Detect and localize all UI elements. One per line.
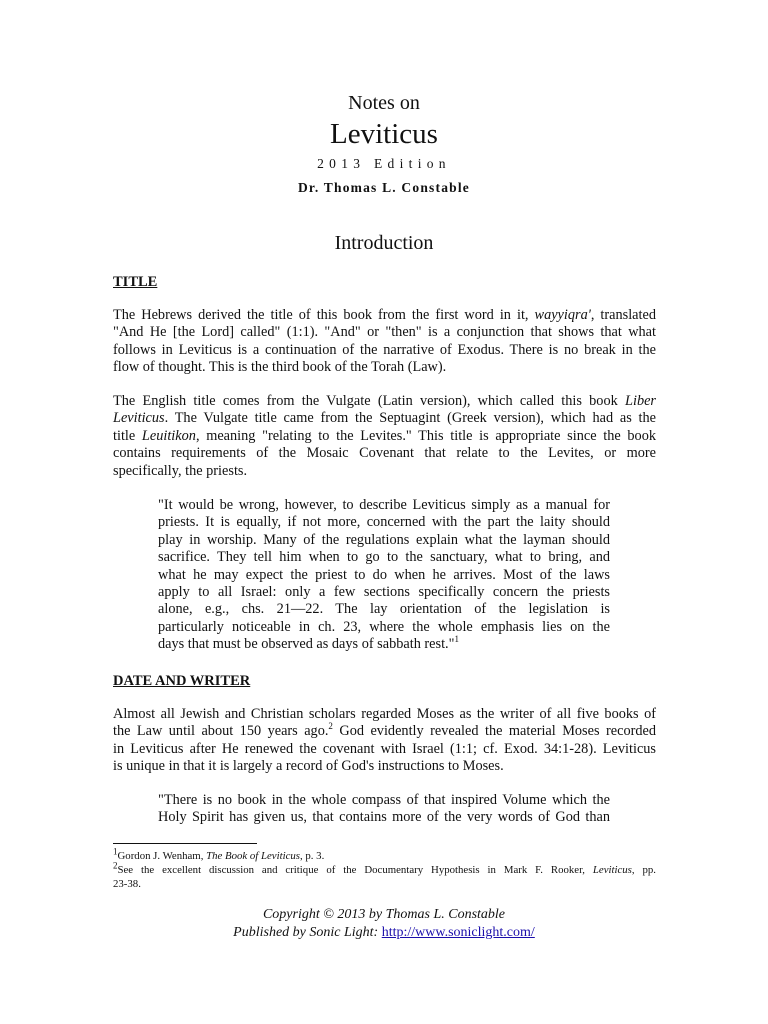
paragraph-title-1 — [113, 307, 656, 377]
text-line: priests. It is equally, if not more, concerned with the part the laity should — [158, 514, 610, 531]
text-line: contains requirements of the Mosaic Covenant that relate to the Levites, or more — [113, 445, 656, 462]
footnote-ref-1[interactable]: 1 — [454, 634, 459, 645]
text-line: is unique in that it is largely a record of God's instructions to Moses. — [113, 758, 504, 775]
text-line: play in worship. Many of the regulations explain what the layman should — [158, 531, 610, 548]
heading-date-and-writer: DATE AND WRITER — [113, 673, 251, 689]
text-line: flow of thought. This is the third book of the Torah (Law). — [113, 359, 447, 376]
block-quote-wenham — [158, 497, 610, 654]
paragraph-title-2 — [113, 393, 656, 480]
text-line: specifically, the priests. — [113, 462, 248, 479]
text-line: "There is no book in the whole compass of that inspired Volume which the — [158, 792, 610, 808]
text-line: Almost all Jewish and Christian scholars regarded Moses as the writer of all five books of — [113, 706, 656, 722]
copyright-line: Copyright © 2013 by Thomas L. Constable — [262, 907, 506, 922]
publisher-line: Published by Sonic Light: http://www.soniclight.com/ — [233, 925, 535, 940]
text-line: The English title comes from the Vulgate (Latin version), which called this book Liber — [113, 393, 656, 409]
text-line: "It would be wrong, however, to describe Leviticus simply as a manual for — [158, 497, 610, 513]
block-quote-continued — [158, 792, 610, 827]
text-line: days that must be observed as days of sabbath rest."$^1$ — [158, 634, 459, 653]
paragraph-date-1 — [113, 706, 656, 776]
text-line: "And He [the Lord] called" (1:1). "And" or "then" is a conjunction that shows that what — [113, 324, 656, 341]
footnote-ref-2[interactable]: 2 — [328, 721, 333, 732]
heading-title: TITLE — [113, 274, 158, 290]
notes-on-label: Notes on — [348, 92, 420, 114]
text-line: Leviticus. The Vulgate title came from the Septuagint (Greek version), which had as the — [113, 410, 656, 427]
text-line: title Leuitikon, meaning "relating to the Levites." This title is appropriate since the book — [113, 427, 656, 444]
text-line: The Hebrews derived the title of this book from the first word in it, wayyiqra', translated — [113, 307, 656, 323]
book-title: Leviticus — [330, 118, 438, 150]
author-name: Dr. Thomas L. Constable — [297, 180, 470, 195]
footnote-divider — [113, 843, 257, 844]
text-line: follows in Leviticus is a continuation of the narrative of Exodus. There is no break in the — [113, 341, 656, 358]
text-line: apply to all Israel: only a few sections specifically concern the priests — [158, 584, 610, 601]
footnotes — [113, 846, 656, 891]
soniclight-link[interactable]: http://www.soniclight.com/ — [381, 925, 535, 940]
text-line: Holy Spirit has given us, that contains more of the very words of God than — [158, 809, 610, 826]
text-line: in Leviticus after He renewed the covenant with Israel (1:1; cf. Exod. 34:1-28). Leviticus — [113, 740, 656, 757]
footnote-2: $^2$See the excellent discussion and critique of the Documentary Hypothesis in Mark F. Rooker, Leviticus, pp. — [113, 860, 656, 876]
text-line: the Law until about 150 years ago.$^2$ God evidently revealed the material Moses recorded — [113, 721, 656, 740]
footnote-1: $^1$Gordon J. Wenham, The Book of Leviticus, p. 3. — [113, 846, 325, 862]
footnote-2-continued: 23-38. — [113, 878, 141, 890]
text-line: sacrifice. They tell him when to go to the sanctuary, what to bring, and — [158, 549, 610, 566]
copyright-block — [0, 906, 768, 942]
text-line: alone, e.g., chs. 21—22. The lay orientation of the legislation is — [158, 601, 610, 618]
section-title-introduction: Introduction — [334, 232, 434, 254]
edition-label: 2013 Edition — [317, 156, 451, 171]
text-line: particularly noticeable in ch. 23, where the whole emphasis lies on the — [158, 618, 610, 635]
text-line: what he may expect the priest to do when he arrives. Most of the laws — [158, 566, 610, 583]
